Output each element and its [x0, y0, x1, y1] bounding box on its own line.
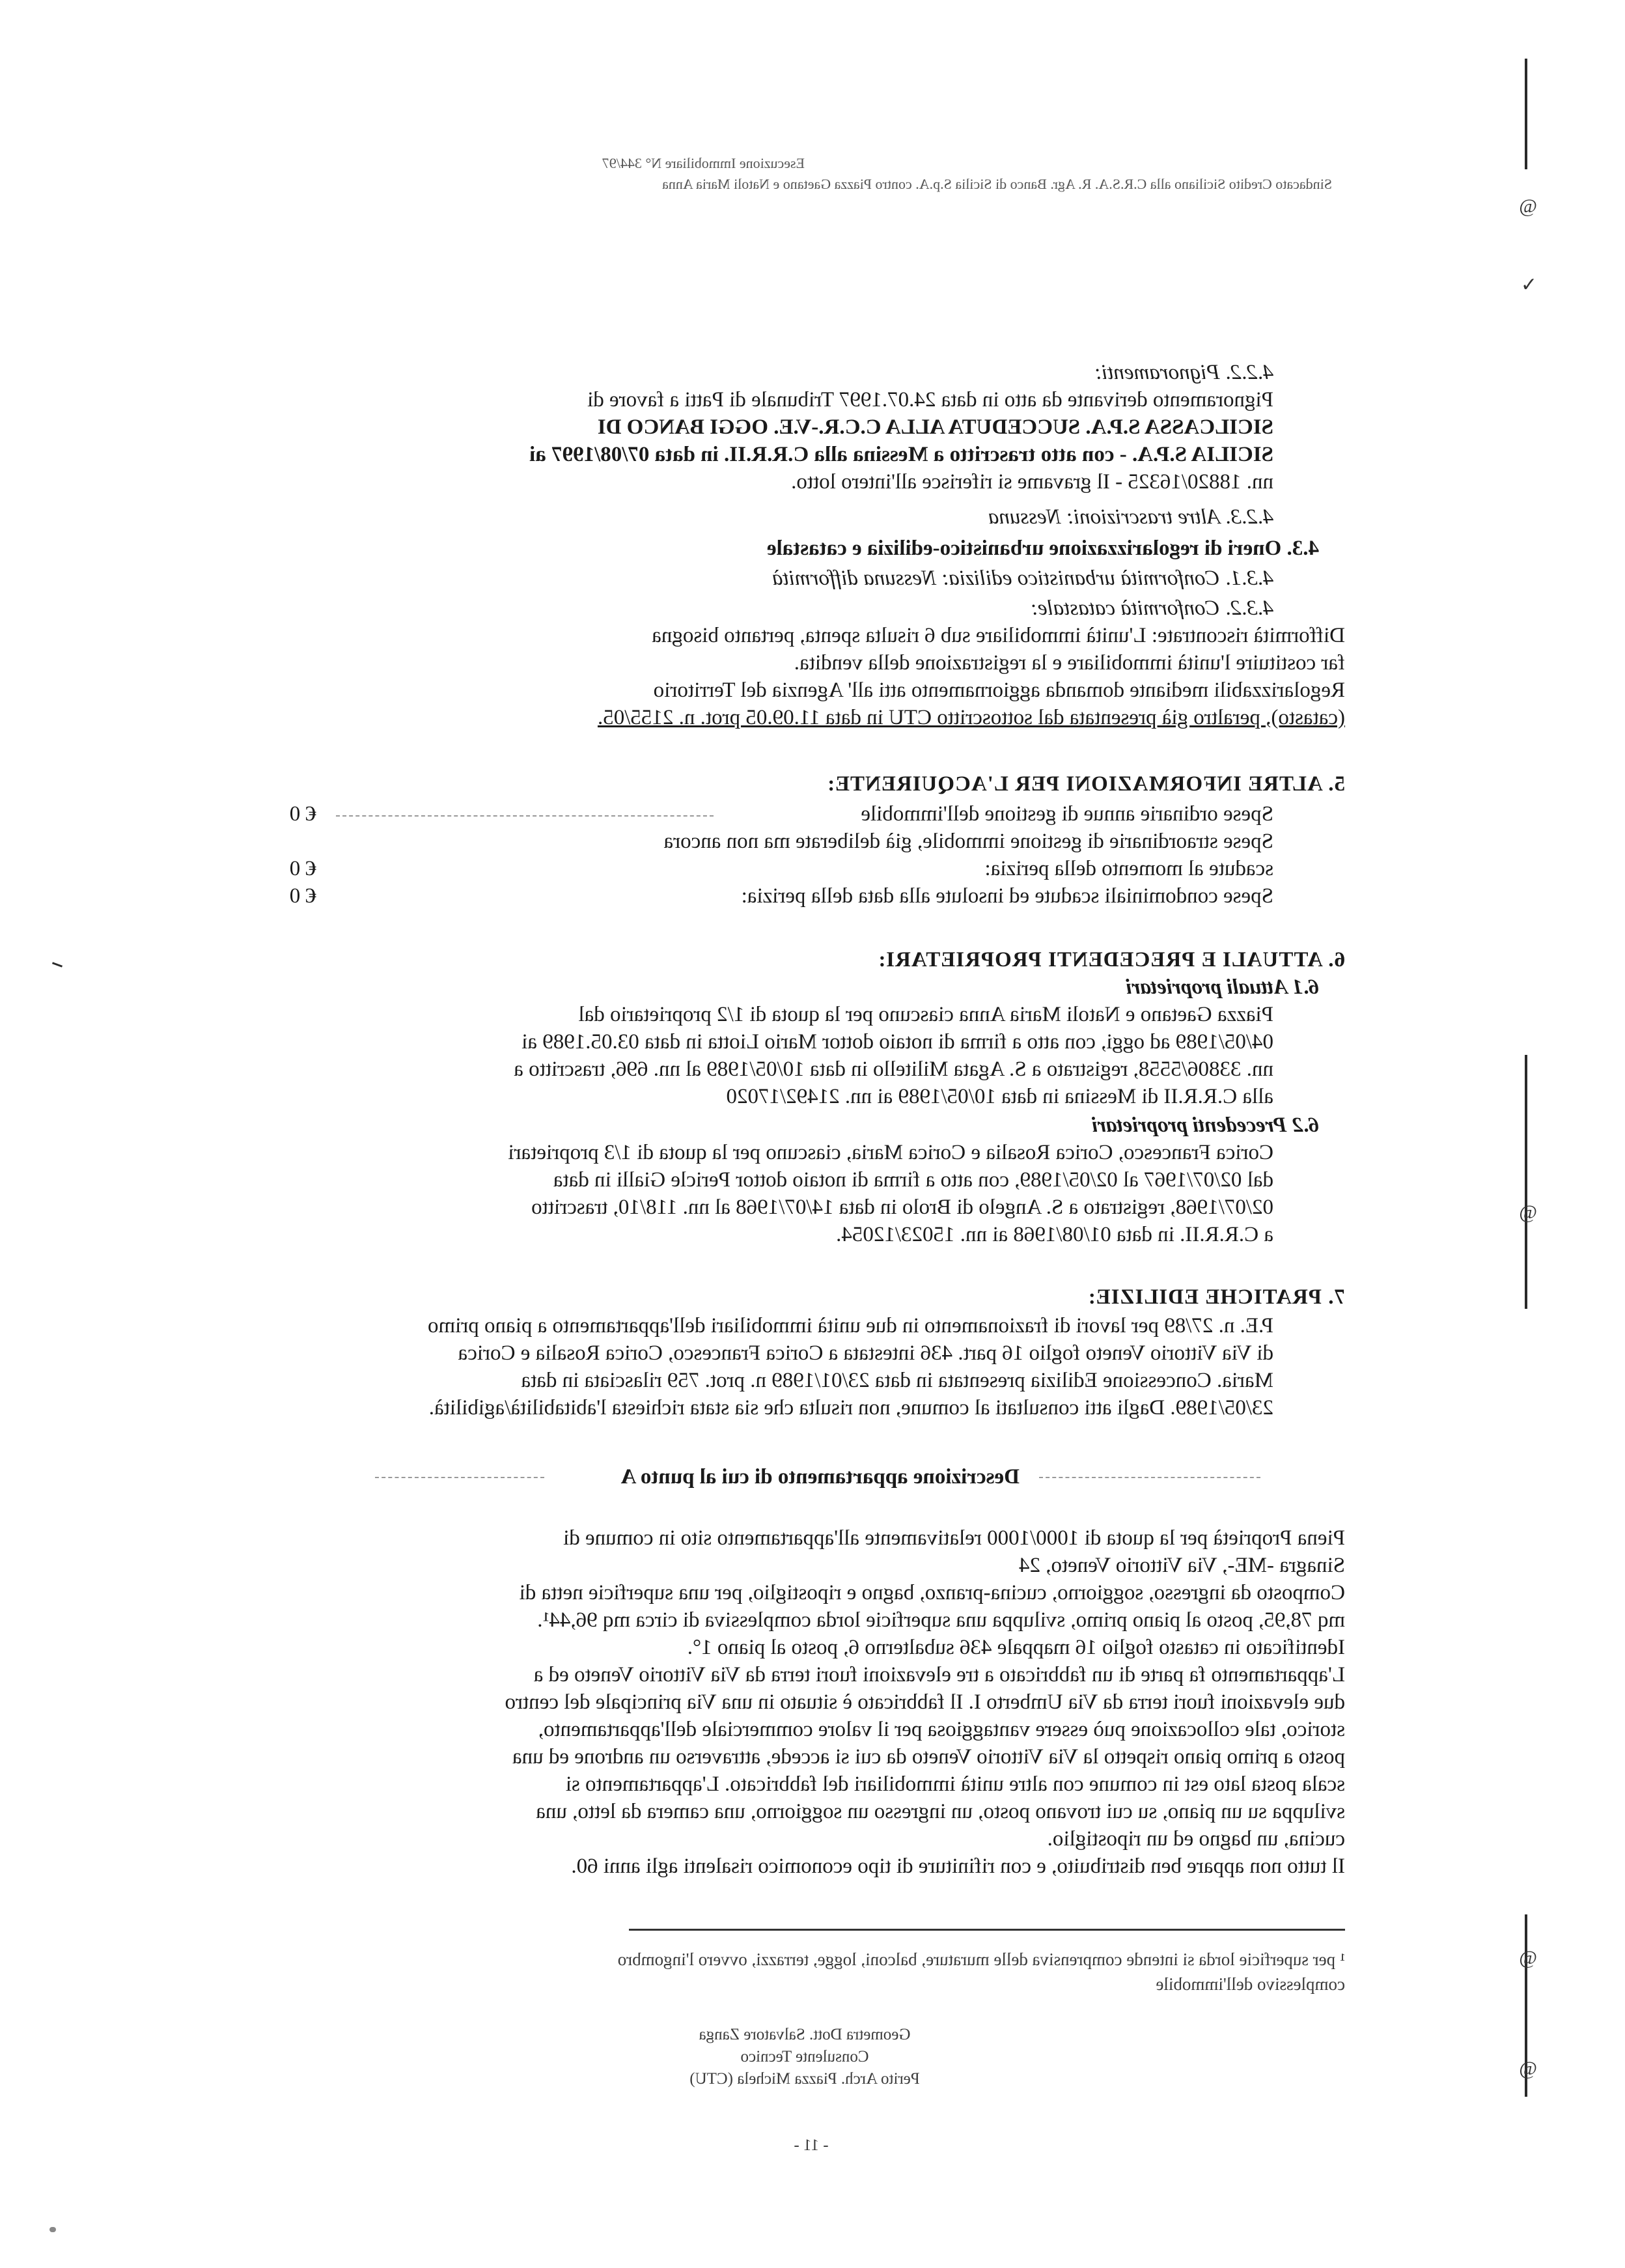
- s6-title: 6. ATTUALI E PRECEDENTI PROPRIETARI:: [878, 948, 1345, 972]
- description-text-6: L'appartamento fa parte di un fabbricato a tre elevazioni fuori terra da Via Vittorio Veneto ed a: [533, 1663, 1345, 1687]
- signature-line-2: Consulente Tecnico: [740, 2048, 869, 2065]
- s61-text-3: nn. 33806/5558, registrato a S. Agata Militello in data 10/05/1989 al nn. 696, trascritto a: [514, 1057, 1273, 1081]
- footnote-line-1: ¹ per superficie lorda si intende comprensiva delle murature, balconi, logge, terrazzi, ovvero l'ingombro: [617, 1950, 1345, 1969]
- s5-row-1-leader: [336, 815, 714, 817]
- s5-title: 5. ALTRE INFORMAZIONI PER L'ACQUIRENTE:: [827, 772, 1345, 796]
- margin-line-top: [1525, 59, 1527, 169]
- s423-line: 4.2.3. Altre trascrizioni: Nessuna: [988, 505, 1273, 529]
- s421-text-1: Pignoramento derivante da atto in data 24.07.1997 Tribunale di Patti a favore di: [587, 388, 1273, 412]
- description-text-9: posto a primo piano rispetto la Via Vittorio Veneto da cui si accede, attraverso un androne ed una: [512, 1745, 1345, 1769]
- footnote-line-2: complessivo dell'immobile: [1156, 1974, 1345, 1994]
- signature-line-1: Geometra Dott. Salvatore Zanga: [699, 2026, 911, 2043]
- s431-line: 4.3.1. Conformità urbanistico edilizia: Nessuna difformità: [771, 567, 1273, 590]
- s7-text-2: di Via Vittorio Veneto foglio 16 part. 436 intestata a Corica Francesco, Corica Rosalia e Corica: [458, 1341, 1273, 1365]
- s432-line: 4.3.2. Conformità catastale:: [1030, 596, 1273, 620]
- s62-text-3: 02/07/1968, registrato a S. Angelo di Brolo in data 14/07/1968 al nn. 118/10, trascritto: [531, 1196, 1273, 1219]
- s62-text-2: dal 02/07/1967 al 02/05/1989, con atto a firma di notaio dottor Pericle Gialli in data: [553, 1168, 1273, 1192]
- description-text-13: Il tutto non appare ben distribuito, e con rifiniture di tipo economico risalenti agli anni 60.: [571, 1855, 1345, 1878]
- s5-row-4-label: Spese condominiali scadute ed insolute alla data della perizia:: [741, 884, 1273, 908]
- s43-text-2: far costituire l'unità immobiliare e la registrazione della vendita.: [794, 651, 1345, 675]
- s5-row-2-label: Spese straordinarie di gestione immobile, già deliberate ma non ancora: [663, 830, 1273, 853]
- scan-speck-2: [49, 2227, 56, 2232]
- header-line-2: Sindacato Credito Siciliano alla C.R.S.A. R. Agr. Banco di Sicilia S.p.A. contro Piazza Gaetano e Natoli Maria Anna: [662, 176, 1332, 192]
- margin-mark-4: @: [1519, 1947, 1537, 1968]
- scan-speck-1: [52, 962, 62, 967]
- s61-title: 6.1 Attuali proprietari: [1126, 975, 1319, 999]
- description-text-7: due elevazioni fuori terra da Via Umberto I. Il fabbricato è situato in una Via principale del centro: [505, 1690, 1345, 1714]
- s61-text-2: 04/05/1989 ad oggi, con atto a firma di notaio dottor Mario Liotta in data 03.05.1989 ai: [521, 1030, 1273, 1054]
- description-title-leader-right: [375, 1477, 544, 1478]
- s62-title: 6.2 Precedenti proprietari: [1091, 1113, 1319, 1137]
- description-title: Descrizione appartamento di cui al punto A: [620, 1465, 1020, 1489]
- description-text-1: Piena Proprietà per la quota di 1000/1000 relativamente all'appartamento sito in comune di: [563, 1526, 1345, 1550]
- s421-title: 4.2.2. Pignoramenti:: [1094, 361, 1273, 384]
- s62-text-4: a C.R.R.II. in data 01/08/1968 ai nn. 15023/12054.: [836, 1223, 1273, 1246]
- s5-row-4-value: € 0: [289, 884, 316, 908]
- description-text-3: Composto da ingresso, soggiorno, cucina-pranzo, bagno e ripostiglio, per una superficie netta di: [519, 1581, 1345, 1604]
- s43-text-1: Difformità riscontrate: L'unità immobiliare sub 6 risulta spenta, pertanto bisogna: [652, 624, 1345, 647]
- description-title-leader-left: [1039, 1477, 1260, 1478]
- s7-text-3: Maria. Concessione Edilizia presentata in data 23/01/1989 n. prot. 759 rilasciata in data: [521, 1369, 1273, 1392]
- s7-text-4: 23/05/1989. Dagli atti consultati al comune, non risulta che sia stata richiesta l'abitabilità/agibilità.: [428, 1396, 1273, 1420]
- s61-text-1: Piazza Gaetano e Natoli Maria Anna ciascuno per la quota di 1/2 proprietario dal: [578, 1003, 1273, 1026]
- s421-text-3: SICILIA S.P.A. - con atto trascritto a Messina alla C.R.R.II. in data 07/08/1997 ai: [529, 443, 1273, 466]
- description-text-2: Sinagra -ME-, Via Vittorio Veneto, 24: [1018, 1554, 1345, 1577]
- s5-row-1-label: Spese ordinarie annue di gestione dell'immobile: [861, 802, 1273, 826]
- margin-mark-2: ✓: [1520, 274, 1537, 296]
- footnote-separator: [629, 1929, 1345, 1931]
- s43-text-3: Regolarizzabili mediante domanda aggiornamento atti all' Agenzia del Territorio: [653, 679, 1345, 702]
- s43-text-4: (catasto), peraltro già presentata dal sottoscritto CTU in data 11.09.05 prot. n. 2155/05.: [598, 706, 1345, 729]
- s43-title: 4.3. Oneri di regolarizzazione urbanistico-edilizia e catastale: [766, 537, 1319, 560]
- page-number: - 11 -: [794, 2136, 829, 2154]
- s61-text-4: alla C.R.R.II di Messina in data 10/05/1989 ai nn. 21492/17020: [726, 1085, 1273, 1108]
- s5-row-3-value: € 0: [289, 857, 316, 880]
- s7-text-1: P.E. n. 27/89 per lavori di frazionamento in due unità immobiliari dell'appartamento a piano primo: [427, 1314, 1273, 1337]
- description-text-8: storico, tale collocazione può essere vantaggiosa per il valore commerciale dell'appartamento,: [538, 1718, 1345, 1741]
- margin-line-middle: [1525, 1055, 1527, 1309]
- description-text-11: sviluppa su un piano, su cui trovano posto, un ingresso un soggiorno, una camera da letto, una: [536, 1800, 1345, 1823]
- margin-mark-3: @: [1519, 1201, 1537, 1223]
- s5-row-1-value: € 0: [289, 802, 316, 826]
- s421-text-4: nn. 18820/16325 - Il gravame si riferisce all'intero lotto.: [791, 470, 1273, 494]
- s62-text-1: Corica Francesco, Corica Rosalia e Corica Maria, ciascuno per la quota di 1/3 proprietari: [508, 1141, 1273, 1164]
- description-text-5: Identificato in catasto foglio 16 mappale 436 subalterno 6, posto al piano 1°.: [687, 1636, 1345, 1659]
- description-text-10: scala posta lato est in comune con altre unità immobiliari del fabbricato. L'appartamento si: [565, 1772, 1345, 1796]
- signature-line-3: Perito Arch. Piazza Michela (CTU): [689, 2070, 920, 2088]
- description-text-12: cucina, un bagno ed un ripostiglio.: [1047, 1827, 1345, 1851]
- description-text-4: mq 78,95, posto al piano primo, sviluppa una superficie lorda complessiva di circa mq 96,44¹.: [537, 1608, 1345, 1632]
- header-line-1: Esecuzione Immobiliare N° 344/97: [602, 155, 805, 171]
- margin-mark-5: @: [1519, 2058, 1537, 2079]
- s5-row-3-label: scadute al momento della perizia:: [984, 857, 1273, 880]
- s421-text-2: SICILCASSA S.P.A. SUCCEDUTA ALLA C.C.R.-V.E. OGGI BANCO DI: [597, 415, 1273, 439]
- margin-mark-1: @: [1519, 195, 1537, 217]
- s7-title: 7. PRATICHE EDILIZIE:: [1087, 1285, 1345, 1309]
